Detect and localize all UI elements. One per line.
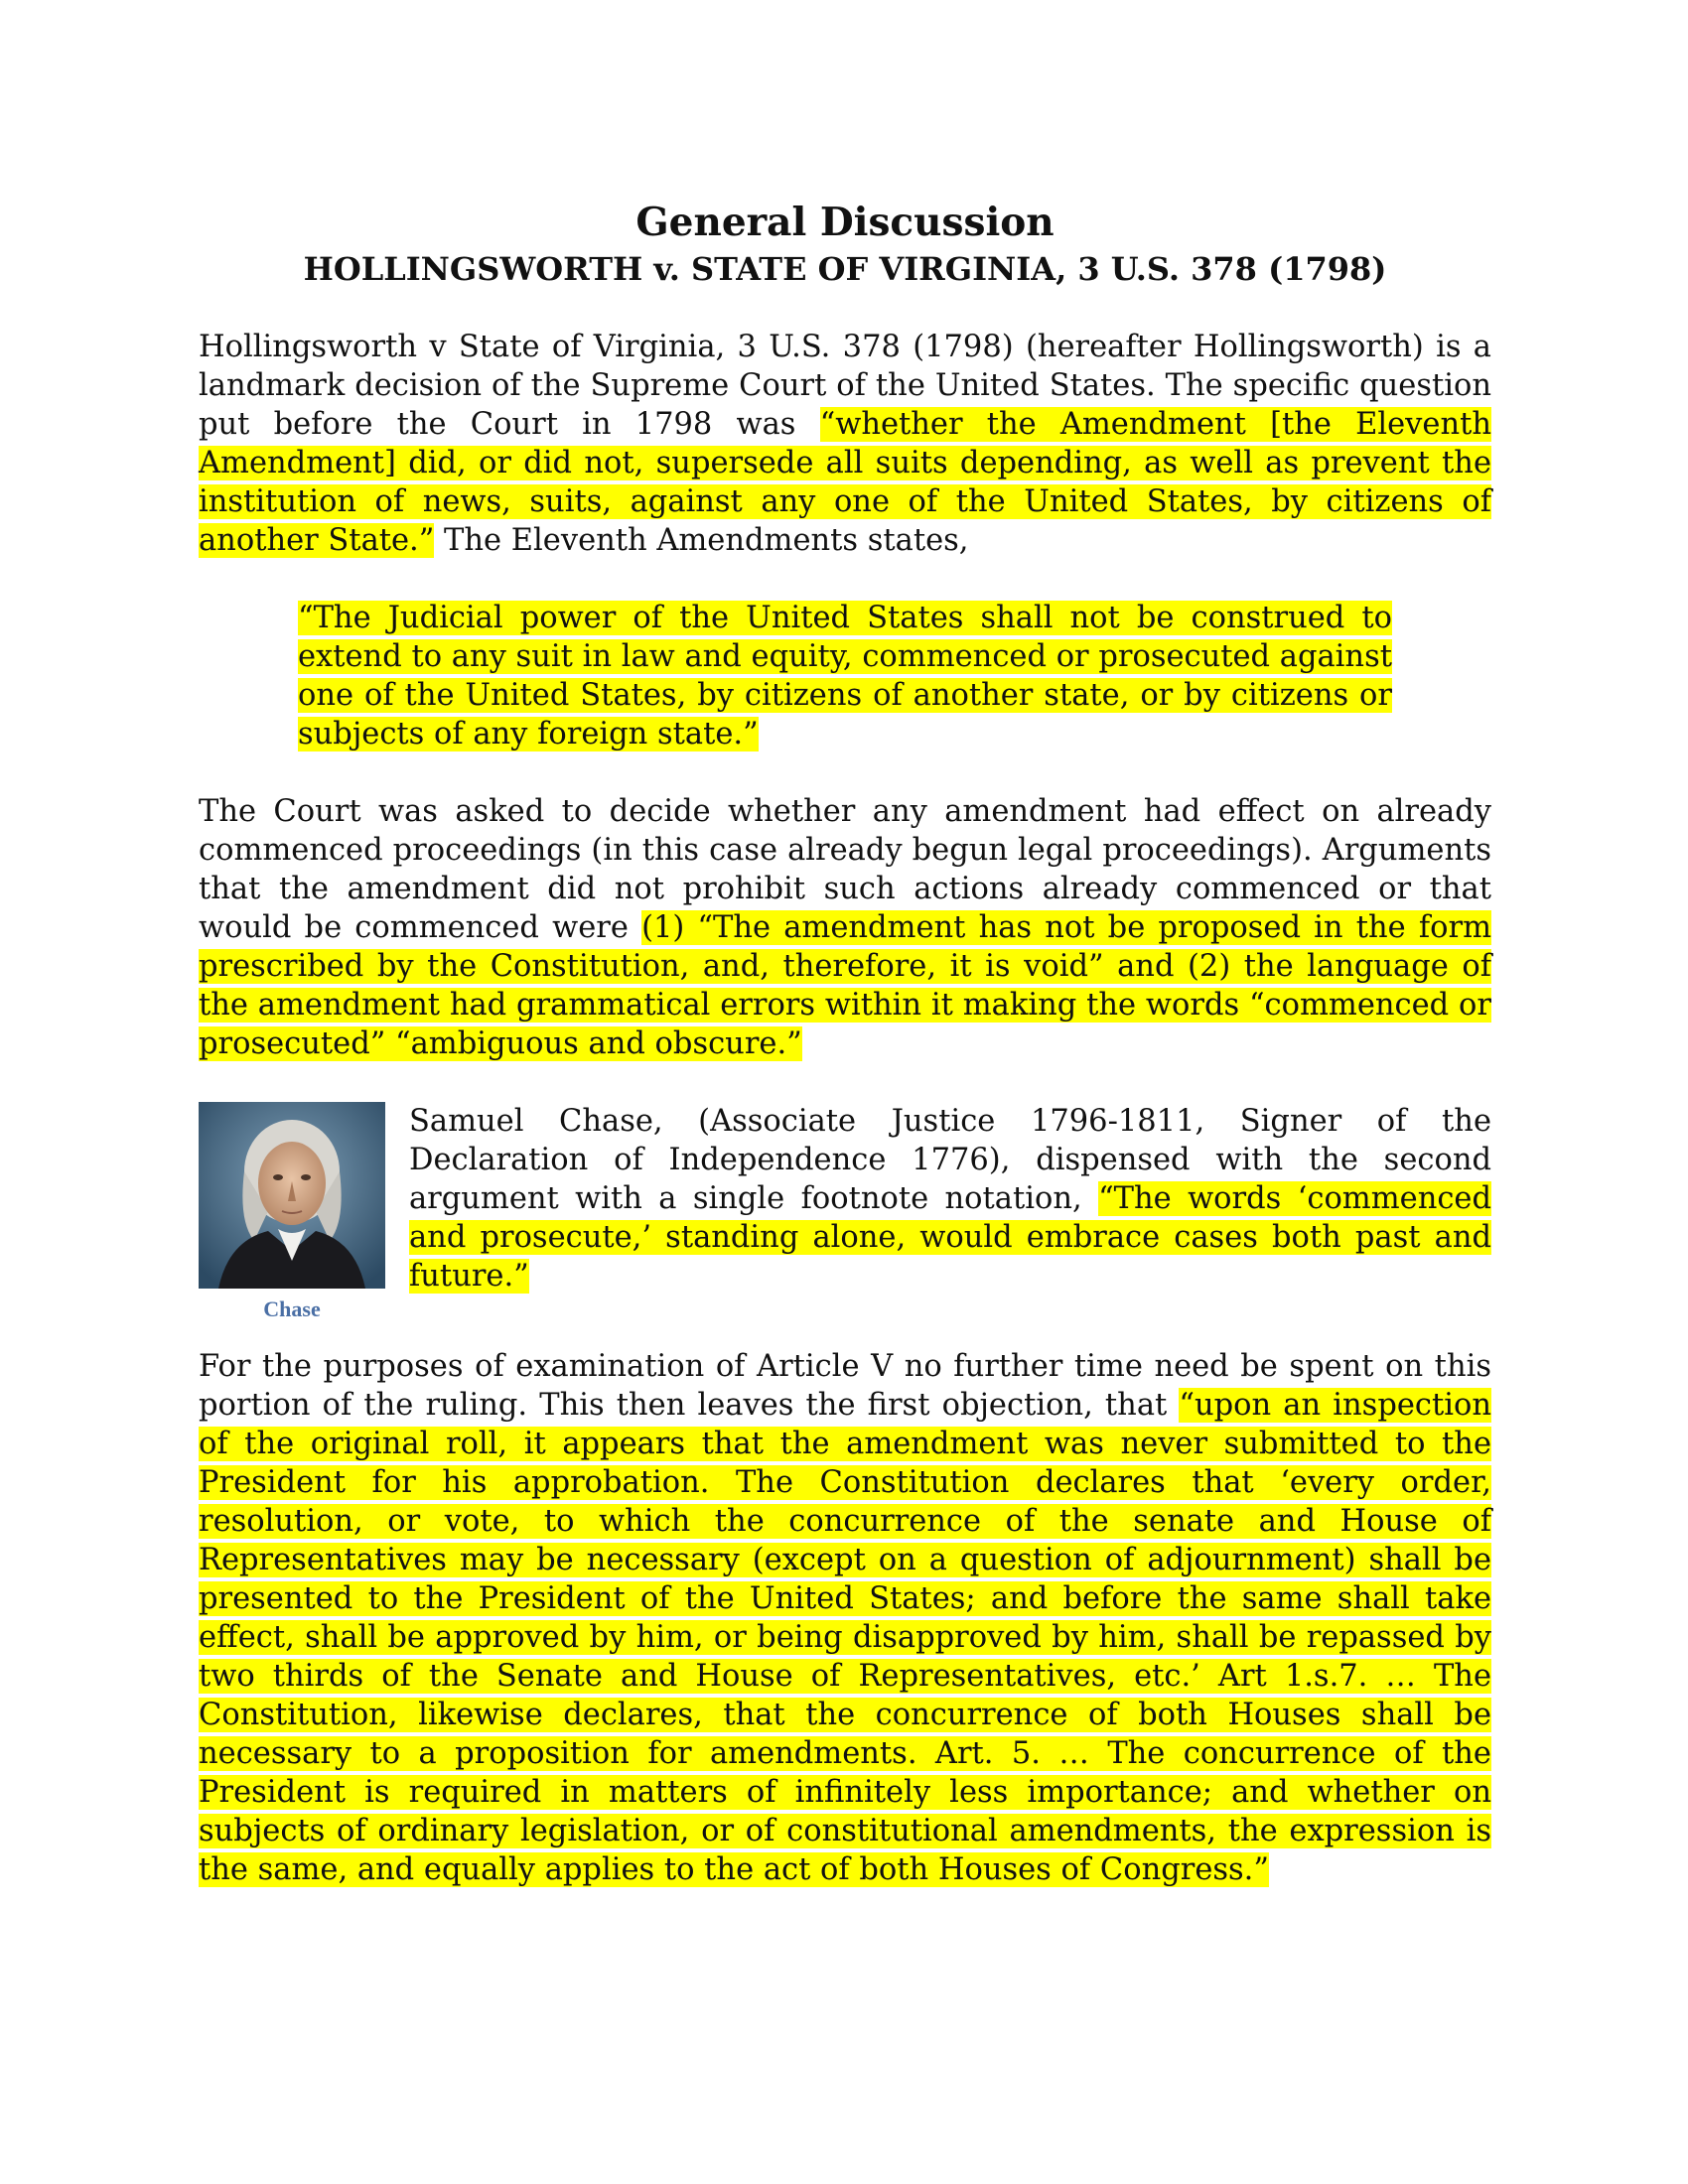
page-title: General Discussion (635, 200, 1055, 245)
chase-highlight: “The words ‘commenced and prosecute,’ standing alone, would embrace cases both past and future.” (409, 1181, 1491, 1294)
document-page (199, 199, 1491, 1889)
arguments-text: The Court was asked to decide whether any amendment had effect on already commenced proceedings (in this case already begun legal proceedings). Arguments that the amendment did not prohibit such actions already commenced or that would be commenced were (199, 794, 1491, 945)
case-citation-heading: HOLLINGSWORTH v. STATE OF VIRGINIA, 3 U.S. 378 (1798) (303, 250, 1387, 288)
arguments-paragraph (199, 792, 1491, 1063)
amendment-quote-highlight: “The Judicial power of the United States shall not be construed to extend to any suit in law and equity, commenced or prosecuted against one of the United States, by citizens of another state, or by citizens or subjects of any foreign state.” (298, 601, 1392, 751)
arguments-highlight: (1) “The amendment has not be proposed in the form prescribed by the Constitution, and, therefore, it is void” and (2) the language of the amendment had grammatical errors within it making the words “commenced or prosecuted” “ambiguous and obscure.” (199, 910, 1491, 1061)
intro-text: Hollingsworth v State of Virginia, 3 U.S. 378 (1798) (hereafter Hollingsworth) is a landmark decision of the Supreme Court of the United States. The specific question put before the Court in 1798 was (199, 330, 1491, 442)
chase-section (199, 1102, 1491, 1335)
amendment-quote (298, 599, 1392, 753)
chase-caption: Chase (263, 1297, 321, 1321)
chase-portrait (199, 1102, 385, 1289)
chase-paragraph (409, 1102, 1491, 1296)
objection-text: For the purposes of examination of Article V no further time need be spent on this portion of the ruling. This then leaves the first objection, that (199, 1349, 1491, 1423)
intro-paragraph (199, 328, 1491, 560)
chase-portrait-figure (199, 1102, 385, 1322)
objection-paragraph (199, 1347, 1491, 1889)
intro-tail: The Eleventh Amendments states, (434, 523, 969, 558)
intro-highlight: “whether the Amendment [the Eleventh Amendment] did, or did not, supersede all suits depending, as well as prevent the institution of news, suits, against any one of the United States, by citizens of another State.” (199, 407, 1491, 558)
chase-text: Samuel Chase, (Associate Justice 1796-1811, Signer of the Declaration of Independence 1776), dispensed with the second argument with a single footnote notation, (409, 1104, 1491, 1216)
objection-highlight: “upon an inspection of the original roll, it appears that the amendment was never submitted to the President for his approbation. The Constitution declares that ‘every order, resolution, or vote, to which the concurrence of the senate and House of Representatives may be necessary (except on a question of adjournment) shall be presented to the President of the United States; and before the same shall take effect, shall be approved by him, or being disapproved by him, shall be repassed by two thirds of the Senate and House of Representatives, etc.’ Art 1.s.7. … The Constitution, likewise declares, that the concurrence of both Houses shall be necessary to a proposition for amendments. Art. 5. … The concurrence of the President is required in matters of infinitely less importance; and whether on subjects of ordinary legislation, or of constitutional amendments, the expression is the same, and equally applies to the act of both Houses of Congress.” (199, 1388, 1491, 1887)
